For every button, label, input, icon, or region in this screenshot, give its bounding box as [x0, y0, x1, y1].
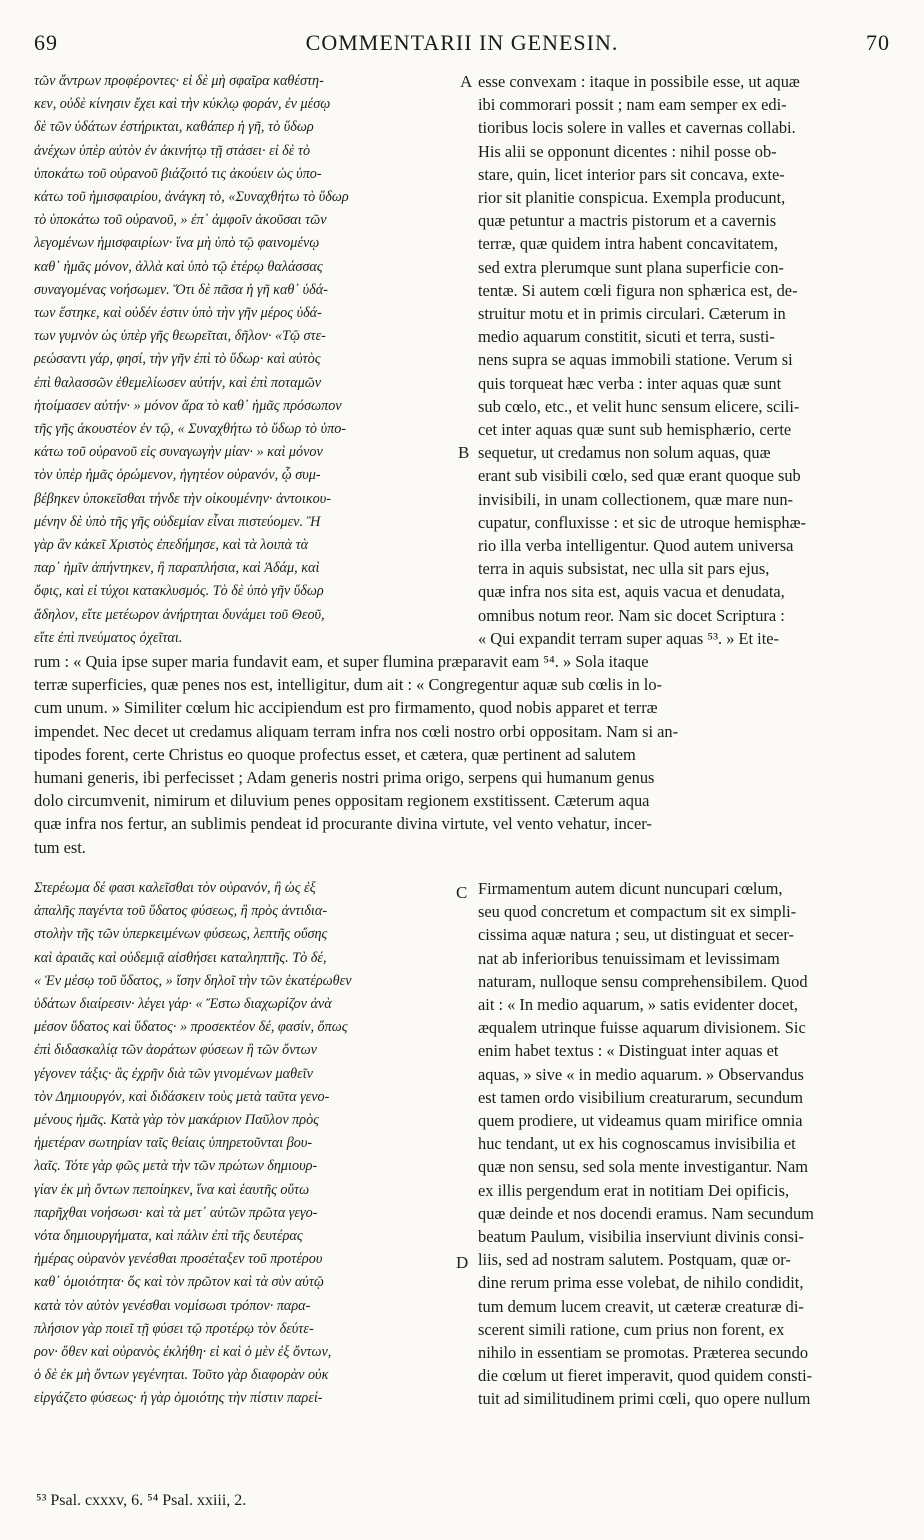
- footnotes: ⁵³ Psal. cxxxv, 6. ⁵⁴ Psal. xxiii, 2.: [36, 1492, 247, 1509]
- latin-text-line: quæ petuntur a mactris pistorum et a cavernis: [478, 211, 777, 231]
- greek-text-line: « Ἐν μέσῳ τοῦ ὕδατος, » ἴσην δηλοῖ τὴν τῶν ἑκατέρωθεν: [34, 972, 352, 989]
- greek-text-line: μένους ἡμᾶς. Κατὰ γὰρ τὸν μακάριον Παῦλον πρὸς: [34, 1112, 319, 1129]
- latin-text-line: stare, quin, licet interior pars sit concava, exte-: [478, 164, 785, 184]
- greek-text-line: των γυμνὸν ὡς ὑπὲρ γῆς θεωρεῖται, δῆλον· «Τῷ στε-: [34, 328, 326, 345]
- greek-text-line: στολὴν τῆς τῶν ὑπερκειμένων φύσεως, λεπτῆς οὔσης: [34, 926, 328, 943]
- greek-text-line: γέγονεν τάξις· ἃς ἐχρῆν διὰ τῶν γινομένων μαθεῖν: [34, 1065, 313, 1082]
- greek-text-line: παρ᾿ ἡμῖν ἀπήντηκεν, ἢ παραπλήσια, καὶ Ἀδάμ, καὶ: [34, 560, 320, 577]
- latin-text-line: est tamen ordo visibilium creaturarum, secundum: [478, 1087, 803, 1107]
- greek-text-line: καθ᾿ ὁμοιότητα· ὅς καὶ τὸν πρῶτον καὶ τὰ σὺν αὐτῷ: [34, 1274, 324, 1291]
- latin-text-line: rior sit planitie conspicua. Exempla producunt,: [478, 188, 786, 208]
- latin-text-line: sequetur, ut credamus non solum aquas, quæ: [478, 443, 771, 463]
- latin-text-line: ait : « In medio aquarum, » satis evidenter docet,: [478, 995, 798, 1015]
- latin-text-line: impendet. Nec decet ut credamus aliquam terram infra nos cœli nostro orbi oppositam. Nam si an-: [34, 721, 679, 741]
- latin-text-line: dine rerum prima esse volebat, de nihilo condidit,: [478, 1273, 804, 1293]
- latin-text-line: quæ non sensu, sed sola mente investigantur. Nam: [478, 1157, 809, 1177]
- greek-text-line: τὸ ὑποκάτω τοῦ οὐρανοῦ, » ἐπ᾿ ἀμφοῖν ἀκοῦσαι τῶν: [34, 212, 327, 229]
- greek-text-line: ἀνέχων ὑπὲρ αὐτὸν ἐν ἀκινήτῳ τῇ στάσει· εἰ δὲ τὸ: [34, 142, 311, 159]
- greek-text-line: τὸν Δημιουργόν, καὶ διδάσκειν τοὺς μετὰ ταῦτα γενο-: [34, 1088, 330, 1105]
- greek-text-line: κατὰ τὸν αὐτὸν γενέσθαι νομίσωσι τρόπον· παρα-: [34, 1297, 311, 1314]
- latin-text-line: quem prodiere, ut videamus quam mirifice omnia: [478, 1111, 803, 1131]
- greek-text-line: ἡμετέραν σωτηρίαν ταῖς θείαις ὑπηρετοῦνται βου-: [34, 1135, 313, 1152]
- greek-text-line: ἡτοίμασεν αὐτήν· » μόνον ἄρα τὸ καθ᾿ ἡμᾶς πρόσωπον: [34, 397, 342, 414]
- greek-text-line: ἐπὶ θαλασσῶν ἐθεμελίωσεν αὐτήν, καὶ ἐπὶ ποταμῶν: [34, 374, 322, 391]
- latin-text-line: liis, sed ad nostram salutem. Postquam, quæ or-: [478, 1250, 791, 1270]
- greek-text-line: καθ᾿ ἡμᾶς μόνον, ἀλλὰ καὶ ὑπὸ τῷ ἑτέρῳ θαλάσσας: [34, 258, 323, 275]
- latin-text-line: æqualem utrinque fuisse aquarum divisionem. Sic: [478, 1018, 806, 1038]
- latin-text-line: terræ superficies, quæ penes nos est, intelligitur, dum ait : « Congregentur aquæ sub cœlis in lo-: [34, 675, 663, 695]
- greek-text-line: κεν, οὐδὲ κίνησιν ἔχει καὶ τὴν κύκλῳ φοράν, ἐν μέσῳ: [34, 96, 331, 113]
- latin-text-line: terræ, quæ quidem intra habent concavitatem,: [478, 234, 778, 254]
- greek-text-line: ἄδηλον, εἴτε μετέωρον ἀνήρτηται δυνάμει τοῦ Θεοῦ,: [34, 606, 325, 623]
- latin-text-line: aquas, » sive « in medio aquarum. » Observandus: [478, 1064, 804, 1084]
- latin-text-line: humani generis, ibi perfecisset ; Adam generis nostri prima origo, serpens qui humanum genus: [34, 768, 655, 788]
- latin-text-line: tentæ. Si autem cœli figura non sphærica est, de-: [478, 280, 798, 300]
- latin-text-line: sub cœlo, etc., et velit hunc sensum elicere, scili-: [478, 396, 800, 416]
- latin-text-line: sed extra plerumque sunt plana superficie con-: [478, 257, 784, 277]
- latin-text-line: nat ab inferioribus tenuissimam et levissimam: [478, 948, 780, 968]
- latin-column-2: [478, 877, 890, 1411]
- latin-text-line: omnibus notum reor. Nam sic docet Scriptura :: [478, 605, 785, 625]
- latin-text-line: tioribus locis solere in valles et cavernas collabi.: [478, 118, 796, 138]
- latin-text-line: ibi commorari possit ; nam eam semper ex edi-: [478, 95, 787, 115]
- full-width-paragraph: [34, 650, 890, 859]
- latin-text-line: invisibili, in unam collectionem, quæ mare nun-: [478, 489, 794, 509]
- greek-text-line: βέβηκεν ὑποκεῖσθαι τήνδε τὴν οἰκουμένην· ἀντοικου-: [34, 490, 331, 507]
- latin-text-line: rio illa verba intelligentur. Quod autem universa: [478, 536, 794, 556]
- greek-text-line: ρον· ὅθεν καὶ οὐρανὸς ἐκλήθη· εἰ καὶ ὁ μὲν ἐξ ὄντων,: [34, 1344, 332, 1361]
- greek-text-line: καὶ ἀραιᾶς καὶ οὐδεμιᾷ αἰσθήσει καταληπτῆς. Τὸ δέ,: [34, 949, 327, 966]
- latin-text-line: His alii se opponunt dicentes : nihil posse ob-: [478, 141, 777, 161]
- latin-text-line: terra in aquis subsistat, nec ulla sit pars ejus,: [478, 559, 770, 579]
- greek-text-line: μέσον ὕδατος καὶ ὕδατος· » προσεκτέον δέ, φασίν, ὅπως: [34, 1019, 348, 1036]
- greek-text-line: ὄφις, καὶ εἰ τύχοι κατακλυσμός. Τὸ δὲ ὑπὸ γῆν ὕδωρ: [34, 583, 324, 600]
- greek-text-line: συναγομένας νοήσωμεν. Ὅτι δὲ πᾶσα ἡ γῆ καθ᾿ ὑδά-: [34, 281, 328, 298]
- latin-text-line: quæ infra nos sita est, aquis vacua et denudata,: [478, 582, 785, 602]
- latin-text-line: nihilo in essentiam se promotas. Præterea secundo: [478, 1343, 809, 1363]
- latin-text-line: tum demum lucem creavit, ut cæteræ creaturæ di-: [478, 1296, 804, 1316]
- greek-text-line: ὑδάτων διαίρεσιν· λέγει γάρ· « Ἔστω διαχωρίζον ἀνὰ: [34, 996, 332, 1013]
- greek-text-line: τῆς γῆς ἀκουστέον ἐν τῷ, « Συναχθήτω τὸ ὕδωρ τὸ ὑπο-: [34, 421, 347, 438]
- latin-text-line: medio aquarum constitit, sicuti et terra, susti-: [478, 327, 775, 347]
- greek-text-line: εἰργάζετο φύσεως· ἡ γὰρ ὁμοιότης τὴν πίστιν παρεί-: [34, 1390, 323, 1407]
- page-header: [34, 30, 890, 58]
- margin-marker-a: A: [460, 72, 473, 91]
- latin-text-line: cissima aquæ natura ; seu, ut distinguat et secer-: [478, 925, 795, 945]
- greek-text-line: ὁ δὲ ἐκ μὴ ὄντων γεγένηται. Τοῦτο γὰρ διαφορὰν οὐκ: [34, 1367, 329, 1384]
- latin-text-line: esse convexam : itaque in possibile esse, ut aquæ: [478, 72, 800, 91]
- latin-text-line: quis torqueat hæc verba : inter aquas quæ sunt: [478, 373, 782, 393]
- margin-marker-c: C: [456, 883, 468, 902]
- latin-text-line: Firmamentum autem dicunt nuncupari cœlum,: [478, 879, 783, 898]
- latin-text-line: die cœlum ut fieret imperavit, quod quidem consti-: [478, 1366, 813, 1386]
- greek-text-line: Στερέωμα δέ φασι καλεῖσθαι τὸν οὐρανόν, ἢ ὡς ἐξ: [34, 880, 316, 896]
- latin-text-line: beatum Paulum, visibilia inserviunt divinis consi-: [478, 1227, 804, 1247]
- greek-text-line: πλήσιον γὰρ ποιεῖ τῇ φύσει τῷ προτέρῳ τὸν δεύτε-: [34, 1320, 314, 1337]
- greek-text-line: των ἕστηκε, καὶ οὐδέν ἐστιν ὑπὸ τὴν γῆν μέρος ὑδά-: [34, 305, 322, 322]
- latin-text-line: struitur motu et in primis circulari. Cæterum in: [478, 304, 786, 324]
- latin-text-line: seu quod concretum et compactum sit ex simpli-: [478, 902, 797, 922]
- latin-text-line: quæ infra nos fertur, an sublimis pendeat id procurante divina virtute, vel vento vehatur, incer-: [34, 814, 652, 834]
- latin-text-line: nens supra se aquas immobili statione. Verum si: [478, 350, 793, 370]
- latin-text-line: dolo circumvenit, nimirum et diluvium penes oppositam regionem exstitissent. Cæterum aqua: [34, 791, 650, 811]
- greek-text-line: νότα δημιουργήματα, καὶ πάλιν ἐπὶ τῆς δευτέρας: [34, 1228, 303, 1245]
- greek-text-line: λεγομένων ἡμισφαιρίων· ἵνα μὴ ὑπὸ τῷ φαινομένῳ: [34, 235, 320, 252]
- margin-marker-b: B: [458, 443, 470, 462]
- greek-text-line: ρεώσαντι γάρ, φησί, τὴν γῆν ἐπὶ τὸ ὕδωρ· καὶ αὐτὸς: [34, 351, 321, 368]
- greek-text-line: κάτω τοῦ ἡμισφαιρίου, ἀνάγκη τὸ, «Συναχθήτω τὸ ὕδωρ: [34, 189, 349, 206]
- running-title: COMMENTARII IN GENESIN.: [305, 30, 619, 55]
- greek-text-line: γίαν ἐκ μὴ ὄντων πεποίηκεν, ἵνα καὶ ἑαυτῆς οὕτω: [34, 1181, 310, 1198]
- greek-text-line: λαῖς. Τότε γὰρ φῶς μετὰ τὴν τῶν πρώτων δημιουρ-: [34, 1158, 318, 1175]
- greek-text-line: μένην δὲ ὑπὸ τῆς γῆς οὐδεμίαν εἶναι πιστεύομεν. Ἢ: [34, 513, 321, 530]
- margin-marker-d: D: [456, 1253, 469, 1272]
- greek-text-line: τῶν ἄντρων προφέροντες· εἰ δὲ μὴ σφαῖρα καθέστη-: [34, 73, 324, 89]
- latin-text-line: naturam, nulloque sensu comprehensibilem. Quod: [478, 971, 808, 991]
- latin-text-line: tuit ad similitudinem primi cœli, quo opere nullum: [478, 1389, 811, 1409]
- greek-text-line: γὰρ ἂν κἀκεῖ Χριστὸς ἐπεδήμησε, καὶ τὰ λοιπὰ τὰ: [34, 537, 309, 554]
- greek-text-line: κάτω τοῦ οὐρανοῦ εἰς συναγωγὴν μίαν· » καὶ μόνον: [34, 444, 323, 461]
- page-number-left: 69: [34, 30, 58, 55]
- latin-text-line: « Qui expandit terram super aquas ⁵³. » Et ite-: [478, 628, 780, 648]
- greek-text-line: ἐπὶ διδασκαλίᾳ τῶν ἀοράτων φύσεων ἢ τῶν ὄντων: [34, 1042, 317, 1059]
- greek-text-line: ὑποκάτω τοῦ οὐρανοῦ βιάζοιτό τις ἀκούειν ὡς ὑπο-: [34, 165, 322, 182]
- latin-text-line: tum est.: [34, 837, 86, 857]
- latin-text-line: cet inter aquas quæ sunt sub hemisphærio, certe: [478, 420, 792, 440]
- greek-text-line: παρῆχθαι νοήσωσι· καὶ τὰ μετ᾿ αὐτῶν πρῶτα γεγο-: [34, 1204, 318, 1221]
- greek-text-line: δὲ τῶν ὑδάτων ἐστήρικται, καθάπερ ἡ γῆ, τὸ ὕδωρ: [34, 119, 314, 136]
- greek-text-line: ἡμέρας οὐρανὸν γενέσθαι προσέταξεν τοῦ προτέρου: [34, 1251, 323, 1268]
- latin-column-1: [478, 70, 890, 650]
- latin-text-line: cum unum. » Similiter cœlum hic accipiendum est pro firmamento, quod nobis apparet et terræ: [34, 698, 658, 718]
- greek-column-1: [34, 70, 452, 650]
- latin-text-line: cupatur, confluxisse : et sic de utroque hemisphæ-: [478, 512, 806, 532]
- greek-text-line: εἴτε ἐπὶ πνεύματος ὀχεῖται.: [34, 629, 183, 646]
- greek-text-line: τὸν ὑπὲρ ἡμᾶς ὁρώμενον, ἡγητέον οὐρανόν, ᾧ συμ-: [34, 467, 321, 484]
- latin-text-line: erant sub visibili cœlo, sed quæ erant quoque sub: [478, 466, 801, 486]
- latin-text-line: ex illis pergendum erat in notitiam Dei opificis,: [478, 1180, 790, 1200]
- latin-text-line: huc tendant, ut ex his cognoscamus invisibilia et: [478, 1134, 796, 1154]
- latin-text-line: rum : « Quia ipse super maria fundavit eam, et super flumina præparavit eam ⁵⁴. » Sola itaque: [34, 652, 649, 671]
- latin-text-line: enim habet textus : « Distinguat inter aquas et: [478, 1041, 779, 1061]
- greek-text-line: ἁπαλῆς παγέντα τοῦ ὕδατος φύσεως, ἢ πρὸς ἀντιδια-: [34, 903, 328, 920]
- greek-column-2: [34, 877, 452, 1411]
- page-number-right: 70: [866, 30, 890, 55]
- latin-text-line: quæ deinde et nos docendi eramus. Nam secundum: [478, 1203, 814, 1223]
- latin-text-line: scerent simili ratione, cum prius non forent, ex: [478, 1319, 785, 1339]
- latin-text-line: tipodes forent, certe Christus eo quoque profectus esset, et cætera, quæ pertinent ad salutem: [34, 744, 636, 764]
